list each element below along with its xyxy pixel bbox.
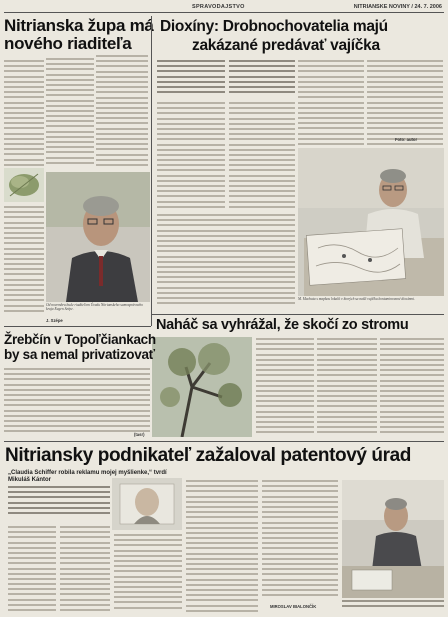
mid-rule <box>152 314 444 315</box>
man-portrait-image <box>46 172 150 302</box>
column-rule <box>151 16 152 326</box>
zupa-headline-line2: nového riaditeľa <box>4 34 132 53</box>
leaf-image <box>4 168 44 202</box>
zupa-body-col0b <box>4 206 44 316</box>
dioxiny-signature: Foto: autor <box>395 137 418 142</box>
tree-photo <box>152 337 252 437</box>
nahac-body-col1 <box>256 338 314 434</box>
dioxiny-body-lower <box>157 214 295 310</box>
zupa-photo-caption: Od novembra bude riaditeľom Úradu Nitrianskeho samosprávneho kraja Eugen Szépe. <box>46 303 143 312</box>
dioxiny-lead <box>157 60 225 98</box>
podnikatel-body-col2 <box>60 526 110 614</box>
dioxiny-body-col4 <box>367 60 443 148</box>
podnikatel-body-col1 <box>8 526 56 614</box>
dioxiny-body-col1 <box>157 102 225 210</box>
zupa-body-col1 <box>46 58 94 168</box>
page-header <box>0 2 448 12</box>
podnikatel-body-col3 <box>114 534 182 614</box>
header-rule <box>4 12 444 13</box>
zrebcin-signature: (tasr) <box>134 432 145 437</box>
product-image <box>112 478 182 530</box>
podnikatel-photo <box>342 480 444 598</box>
nahac-body-col3 <box>380 338 444 434</box>
dioxiny-headline-line1: Dioxíny: Drobnochovatelia majú <box>160 18 388 35</box>
zrebcin-top-rule <box>4 326 151 327</box>
bottom-section-rule <box>4 441 444 442</box>
dioxiny-photo <box>298 148 444 296</box>
man-with-map-image <box>298 148 444 296</box>
podnikatel-body-col5 <box>262 480 338 602</box>
zrebcin-body <box>4 368 150 434</box>
man-at-desk-image <box>342 480 444 598</box>
dioxiny-photo-caption: M. Machata s mapkou lokalít v ktorých sa našli vajíčka kontaminované dioxínmi. <box>298 297 415 301</box>
zrebcin-headline-line1: Žrebčín v Topoľčiankach <box>4 332 156 347</box>
zupa-headline-line1: Nitrianska župa má <box>4 16 154 35</box>
dioxiny-headline-line2: zakázané predávať vajíčka <box>192 37 380 54</box>
podnikatel-photo-caption-lines <box>342 600 444 614</box>
dioxiny-lead-col2 <box>229 60 295 98</box>
podnikatel-small-photo <box>112 478 182 530</box>
zrebcin-headline-line2: by sa nemal privatizovať <box>4 347 155 362</box>
zupa-body-col2 <box>96 55 148 170</box>
zupa-body-col0 <box>4 60 44 185</box>
podnikatel-headline: Nitriansky podnikateľ zažaloval patentový úrad <box>5 445 411 466</box>
nahac-headline: Naháč sa vyhrážal, že skočí zo stromu <box>156 317 409 333</box>
podnikatel-intro <box>8 486 110 522</box>
section-label: SPRAVODAJSTVO <box>192 4 245 10</box>
podnikatel-body-col4 <box>186 480 258 614</box>
tree-image <box>152 337 252 437</box>
zupa-signature: J. Szépe <box>46 318 63 323</box>
leaf-photo <box>4 168 44 202</box>
podnikatel-lead: „Claudia Schiffer robila reklamu mojej myšlienke,“ tvrdí Mikuláš Kántor <box>8 470 167 483</box>
dioxiny-body-col2 <box>229 102 295 210</box>
issue-label: NITRIANSKE NOVINY / 24. 7. 2006 <box>353 4 442 10</box>
zupa-portrait-photo <box>46 172 150 302</box>
nahac-body-col2 <box>317 338 377 434</box>
podnikatel-signature: MIROSLAV BIALONČÍK <box>270 604 317 609</box>
